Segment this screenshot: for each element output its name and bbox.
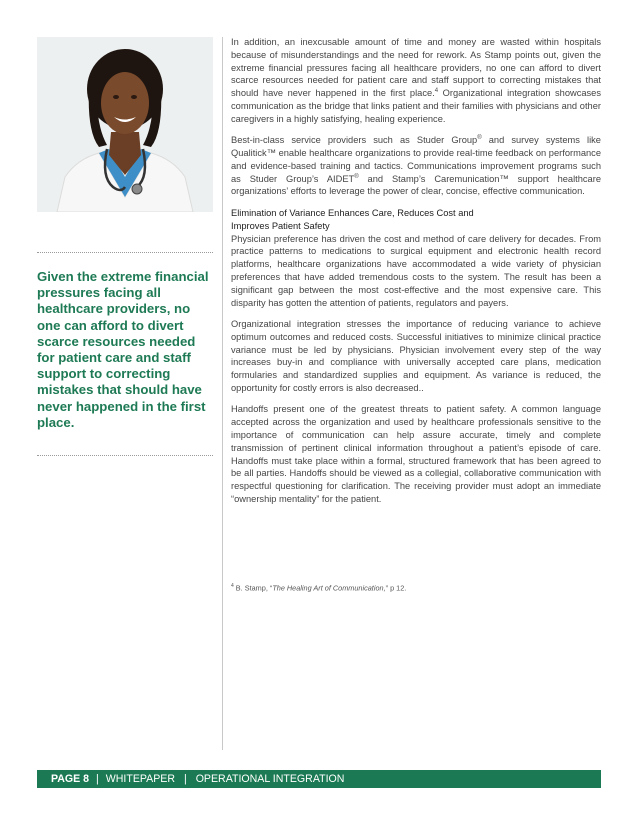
paragraph-3: Physician preference has driven the cost and method of care delivery for decades. From practice patterns to medications to surgical equipment and electronic health record platforms, healthcare organizations have accommodated a wide variety of physician preferences that have added tremendous costs to the system. The result has been a significant gap between the most cost-effective and the most expensive care. This disparity has gotten the attention of patients, regulators and payers. [231,233,601,308]
paragraph-1: In addition, an inexcusable amount of time and money are wasted within hospitals because of misunderstandings and the need for rework. As Stamp points out, given the extreme financial pressures facing all healthcare providers, no one can afford to divert scarce resources needed for patient care and staff support to correcting mistakes that should have never happened in the first place.$^4$ Organizational integration showcases communication as the bridge that links patient and their families with physicians and other caregivers in a highly satisfying, healing experience. [231,37,601,124]
paragraph-4: Organizational integration stresses the importance of reducing variance to achieve optimum outcomes and reduced costs. Successful initiatives to minimize clinical practice variance must be led by physicians. Physician involvement every step of the way increases buy-in and compliance with universally accepted care plans, medication formularies and standardized supplies and equipment. As variance is reduced, the opportunity for costly errors is also decreased.. [231,319,601,393]
footer-section-title: OPERATIONAL INTEGRATION [195,773,345,785]
portrait-icon [37,37,213,212]
quote-divider-top [37,252,213,253]
quote-divider-bottom [37,455,213,456]
footer-page-number: PAGE 8 [51,773,90,785]
pull-quote: Given the extreme financial pressures facing all healthcare providers, no one can afford to divert scarce resources needed for patient care and staff support to correcting mistakes that should have never happened in the first place. [37,269,209,430]
doctor-portrait-photo [37,37,213,212]
section-heading: Elimination of Variance Enhances Care, Reduces Cost and Improves Patient Safety [231,207,474,231]
footer-divider: | [183,773,187,785]
footer-section-whitepaper: WHITEPAPER [105,773,176,785]
footer-divider: | [96,773,99,785]
page-footer-bar [37,770,601,788]
main-column [231,36,601,515]
paragraph-5: Handoffs present one of the greatest threats to patient safety. A common language accepted across the organization and used by healthcare professionals sensitive to the importance of communication can help assure accurate, timely and complete transmission of pertinent clinical information throughout a patient’s episode of care. Handoffs must take place within a formal, structured framework that has been agreed to be all parties. Handoffs should be viewed as a collegial, collaborative communication with respectful questioning for clarification. The receiving provider must adopt an immediate “ownership mentality” for the patient. [231,404,601,505]
footnote: $^4$ B. Stamp, “The Healing Art of Communication,” p 12. [231,583,407,593]
column-divider [222,37,223,750]
paragraph-2: Best-in-class service providers such as Studer Group® and survey systems like Qualitick™ enable healthcare organizations to provide real-time feedback on performance and evidence-based training and tactics. Communications improvement programs such as Studer Group’s AIDET® and Stamp’s Caremunication™ support healthcare organizations’ efforts to leverage the power of clear, concise, effective communication. [231,135,601,197]
